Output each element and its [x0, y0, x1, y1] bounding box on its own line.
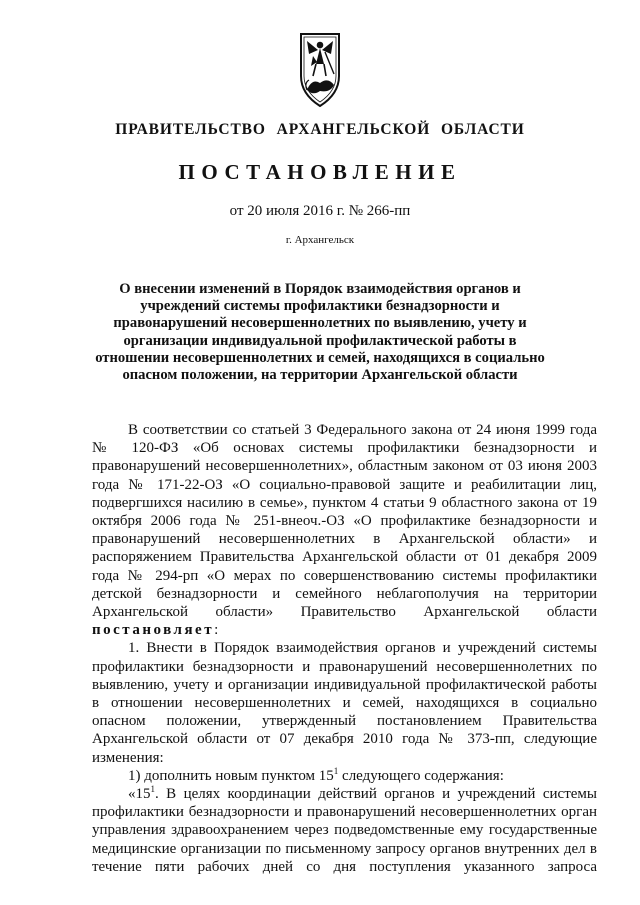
quote-text: . В целях координации действий органов и учреждений системы профилактики безнадзорности и правонарушений несовершеннолетних орган управления здравоохранением через подведомственные ему государственные медицинские организации по письменному запросу органов внутренних дел в течение пяти рабочих дней со дня поступления указанного запроса — [92, 786, 597, 875]
subitem-1-text-after: следующего содержания: — [338, 767, 504, 784]
item-1-paragraph: 1. Внести в Порядок взаимодействия органов и учреждений системы профилактики безнадзорности и правонарушений несовершеннолетних по выявлению, учету и организации индивидуальной профилактической работы в отношении несовершеннолетних и семей, находящихся в социально опасном положении, утвержденный постановлением Правительства Архангельской области от 07 декабря 2010 года № 373-пп, следующие изменения: — [92, 640, 597, 766]
organization-name: ПРАВИТЕЛЬСТВО АРХАНГЕЛЬСКОЙ ОБЛАСТИ — [115, 121, 525, 138]
document-date-number: от 20 июля 2016 г. № 266-пп — [229, 203, 411, 219]
quote-superscript: 1 — [150, 784, 155, 795]
preamble-paragraph — [92, 421, 597, 639]
quote-opening: «15 — [128, 786, 151, 803]
preamble-text: В соответствии со статьей 3 Федерального закона от 24 июня 1999 года № 120-ФЗ «Об основах системы профилактики безнадзорности и правонарушений несовершеннолетних», областным законом от 03 июня 2003 года № 171-22-ОЗ «О социально-правовой защите и реабилитации лиц, подвергшихся насилию в семье», пунктом 4 статьи 9 областного закона от 19 октября 2006 года № 251-внеоч.-ОЗ «О профилактике безнадзорности и правонарушений несовершеннолетних в Архангельской области» и распоряжением Правительства Архангельской области от 01 декабря 2009 года № 294-рп «О мерах по совершенствованию системы профилактики детской безнадзорности и семейного неблагополучия на территории Архангельской области» Правительство Архангельской области — [92, 422, 597, 621]
arkhangelsk-coat-of-arms-icon — [296, 30, 344, 110]
subitem-1-paragraph — [92, 767, 597, 785]
document-body — [92, 421, 597, 876]
subitem-1-text-before: 1) дополнить новым пунктом 15 — [128, 767, 334, 784]
document-city: г. Архангельск — [285, 234, 355, 246]
decree-word: постановляет — [92, 622, 215, 639]
document-subject-title: О внесении изменений в Порядок взаимодействия органов и учреждений системы профилактики безнадзорности и правонарушений несовершеннолетних по выявлению, учету и организации индивидуальной профилактической работы в отношении несовершеннолетних и семей, находящихся в социально опасном положении, на территории Архангельской области — [95, 281, 545, 384]
quoted-paragraph — [92, 785, 597, 876]
subitem-1-superscript: 1 — [333, 765, 339, 776]
decree-colon: : — [214, 622, 219, 639]
document-type-title: ПОСТАНОВЛЕНИЕ — [178, 160, 462, 184]
